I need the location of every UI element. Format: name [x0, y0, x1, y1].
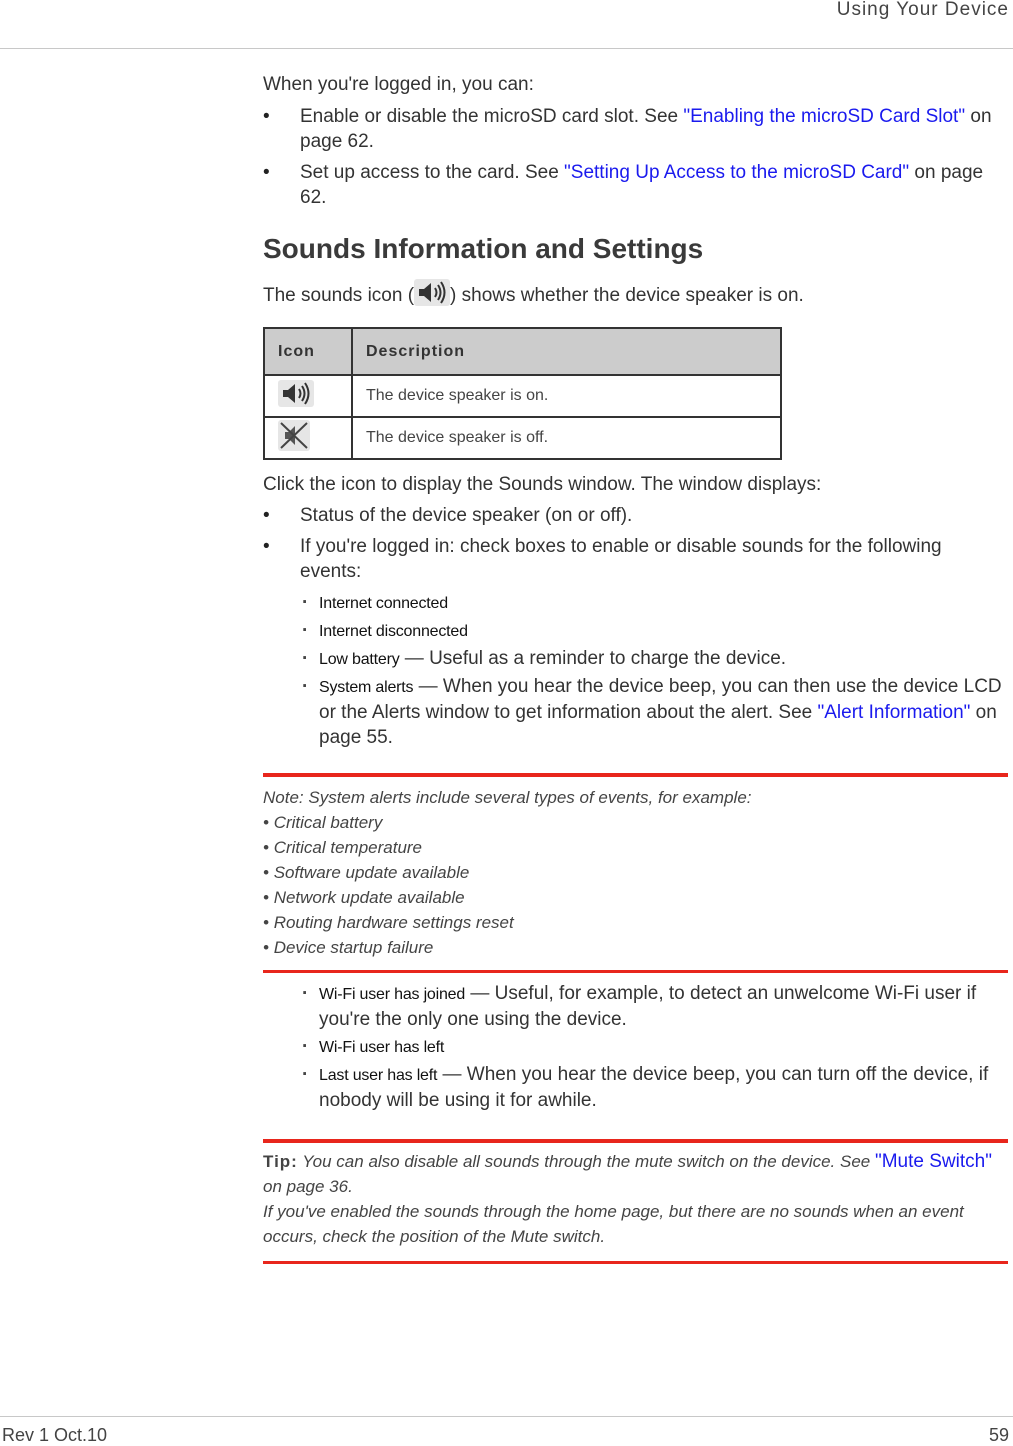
- table-header-icon: Icon: [264, 328, 352, 375]
- link-enabling-microsd[interactable]: "Enabling the microSD Card Slot": [683, 106, 966, 127]
- speaker-off-icon: [278, 438, 310, 455]
- table-cell-icon: [264, 417, 352, 459]
- event-item: · Low battery — Useful as a reminder to charge the device.: [263, 646, 1008, 672]
- event-list-1: [263, 590, 1008, 750]
- note-box: [263, 773, 1008, 973]
- speaker-on-icon: [278, 394, 314, 411]
- footer-revision: Rev 1 Oct.10: [2, 1425, 108, 1445]
- event-item: · Internet connected: [263, 590, 1008, 616]
- tip-box: Tip: You can also disable all sounds through the mute switch on the device. See "Mute Switch" on page 36. If you've enabled the sounds through the home page, but there are no sounds when an event occurs, check the position of the Mute switch.: [263, 1139, 1008, 1264]
- table-cell-description: The device speaker is off.: [352, 417, 781, 459]
- tip-label: Tip:: [263, 1152, 298, 1171]
- link-mute-switch[interactable]: "Mute Switch": [874, 1151, 992, 1172]
- event-item: · System alerts — When you hear the device beep, you can then use the device LCD or the Alerts window to get information about the alert. See "Alert Information" on page 55.: [263, 674, 1008, 750]
- table-row: [264, 417, 781, 459]
- link-setting-up-access[interactable]: "Setting Up Access to the microSD Card": [564, 162, 910, 183]
- event-item: · Wi-Fi user has joined — Useful, for example, to detect an unwelcome Wi-Fi user if you're the only one using the device.: [263, 981, 1008, 1032]
- table-cell-icon: [264, 375, 352, 417]
- note-item: • Routing hardware settings reset: [263, 913, 514, 932]
- list-item: • If you're logged in: check boxes to enable or disable sounds for the following events:: [263, 534, 1008, 584]
- speaker-on-icon: [414, 279, 450, 313]
- note-item: • Software update available: [263, 863, 470, 882]
- main-content: [263, 72, 1008, 1264]
- click-line: Click the icon to display the Sounds window. The window displays:: [263, 474, 822, 495]
- note-intro: Note: System alerts include several types of events, for example:: [263, 788, 752, 807]
- table-cell-description: The device speaker is on.: [352, 375, 781, 417]
- table-row: [264, 375, 781, 417]
- event-list-2: [263, 981, 1008, 1113]
- note-item: • Device startup failure: [263, 938, 434, 957]
- note-item: • Network update available: [263, 888, 465, 907]
- note-item: • Critical battery: [263, 813, 383, 832]
- login-actions-list: [263, 104, 1008, 210]
- page-header: [0, 0, 1013, 49]
- sounds-window-list: [263, 503, 1008, 584]
- tip-text: If you've enabled the sounds through the home page, but there are no sounds when an event occurs, check the position of the Mute switch.: [263, 1202, 964, 1246]
- list-item: • Status of the device speaker (on or off).: [263, 503, 1008, 528]
- list-item: • Set up access to the card. See "Setting Up Access to the microSD Card" on page 62.: [263, 160, 1008, 210]
- sounds-icon-line: The sounds icon ( ) shows whether the device speaker is on.: [263, 279, 1008, 313]
- link-alert-information[interactable]: "Alert Information": [817, 702, 971, 723]
- table-header-description: Description: [352, 328, 781, 375]
- intro-text: When you're logged in, you can:: [263, 74, 534, 95]
- event-item: · Internet disconnected: [263, 618, 1008, 644]
- header-title: Using Your Device: [836, 0, 1009, 20]
- event-item: · Last user has left — When you hear the device beep, you can turn off the device, if nobody will be using it for awhile.: [263, 1062, 1008, 1113]
- icon-table: [263, 327, 782, 460]
- page-number: 59: [988, 1425, 1009, 1445]
- list-item: • Enable or disable the microSD card slot. See "Enabling the microSD Card Slot" on page 62.: [263, 104, 1008, 154]
- event-item: · Wi-Fi user has left: [263, 1034, 1008, 1060]
- page-footer: [0, 1416, 1013, 1443]
- section-title: Sounds Information and Settings: [263, 233, 704, 264]
- note-item: • Critical temperature: [263, 838, 423, 857]
